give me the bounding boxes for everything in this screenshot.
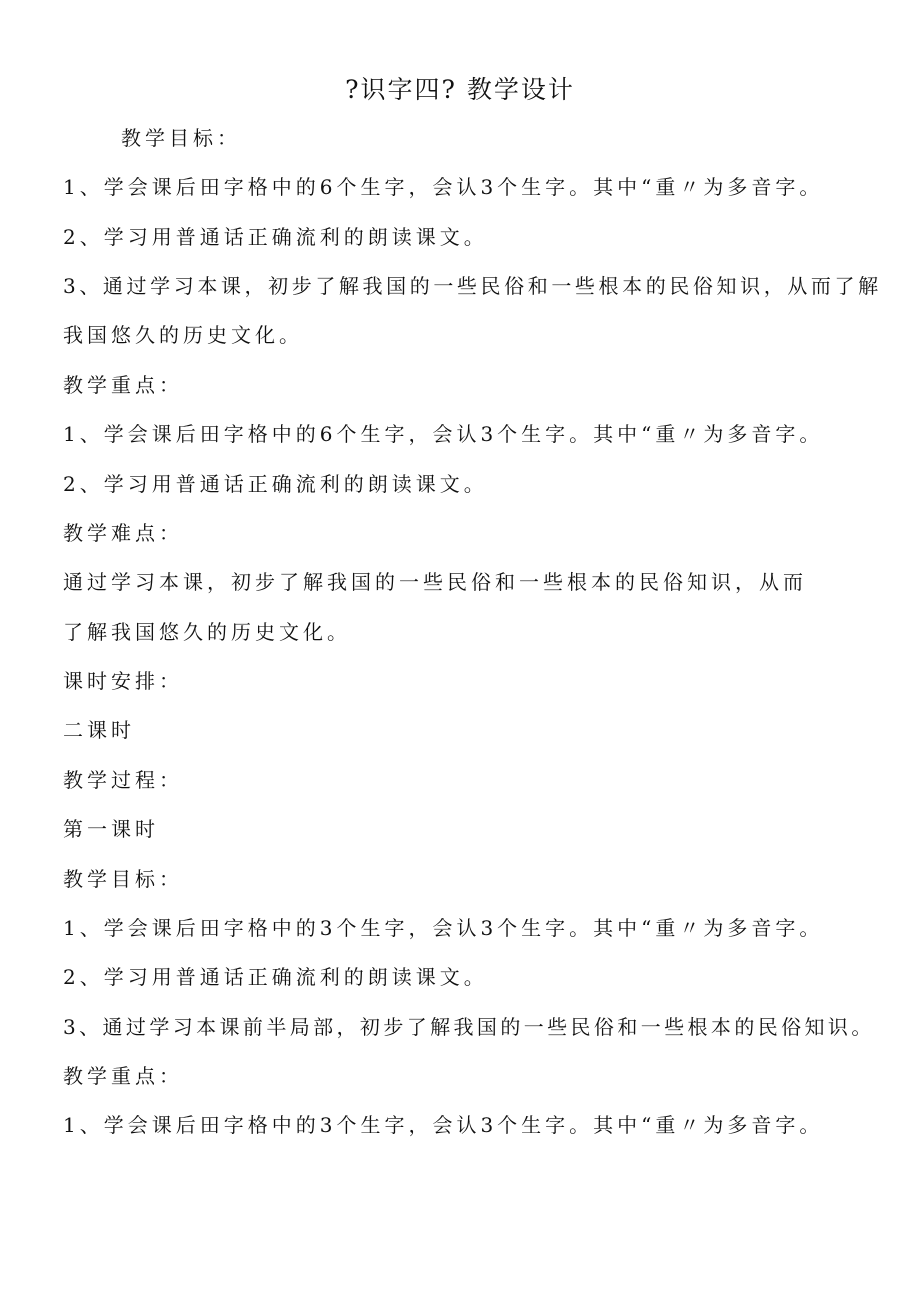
schedule-text: 二课时 [63, 718, 135, 742]
lesson-one-objective-1: 1、学会课后田字格中的3个生字，会认3个生字。其中“重〃为多音字。 [63, 916, 824, 940]
objective-3: 3、通过学习本课，初步了解我国的一些民俗和一些根本的民俗知识，从而了解 [63, 274, 882, 298]
lesson-one-heading: 第一课时 [63, 817, 159, 841]
key-point-1: 1、学会课后田字格中的6个生字，会认3个生字。其中“重〃为多音字。 [63, 422, 824, 446]
difficulty-text: 通过学习本课，初步了解我国的一些民俗和一些根本的民俗知识，从而 [63, 570, 807, 594]
lesson-one-objectives-heading: 教学目标： [63, 867, 183, 891]
lesson-one-key-points-heading: 教学重点： [63, 1064, 183, 1088]
section-heading-objectives: 教学目标： [121, 126, 241, 150]
section-heading-key-points: 教学重点： [63, 373, 183, 397]
objective-2: 2、学习用普通话正确流利的朗读课文。 [63, 225, 488, 249]
objective-1: 1、学会课后田字格中的6个生字，会认3个生字。其中“重〃为多音字。 [63, 175, 824, 199]
lesson-one-objective-2: 2、学习用普通话正确流利的朗读课文。 [63, 965, 488, 989]
section-heading-schedule: 课时安排： [63, 669, 183, 693]
key-point-2: 2、学习用普通话正确流利的朗读课文。 [63, 472, 488, 496]
document-title: ?识字四? 教学设计 [345, 75, 575, 104]
objective-3-continued: 我国悠久的历史文化。 [63, 323, 303, 347]
lesson-one-objective-3: 3、通过学习本课前半局部，初步了解我国的一些民俗和一些根本的民俗知识。 [63, 1015, 875, 1039]
section-heading-process: 教学过程： [63, 768, 183, 792]
section-heading-difficulties: 教学难点： [63, 521, 183, 545]
lesson-one-key-point-1: 1、学会课后田字格中的3个生字，会认3个生字。其中“重〃为多音字。 [63, 1113, 824, 1137]
difficulty-text-continued: 了解我国悠久的历史文化。 [63, 620, 351, 644]
